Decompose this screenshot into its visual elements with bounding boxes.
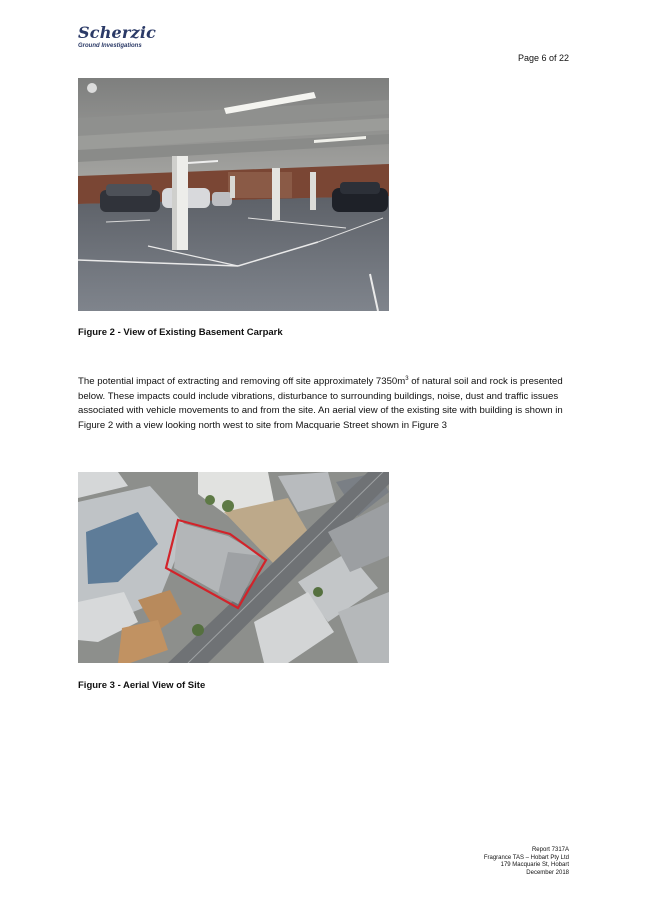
carpark-photo (78, 78, 389, 311)
logo-subtitle: Ground Investigations (78, 43, 142, 49)
page-number: Page 6 of 22 (517, 53, 569, 63)
report-footer (484, 847, 569, 877)
footer-client: Fragrance TAS – Hobart Pty Ltd (483, 854, 569, 861)
footer-address: 179 Macquarie St, Hobart (500, 862, 569, 868)
figure-2-caption: Figure 2 - View of Existing Basement Carpark (78, 327, 283, 338)
company-logo (78, 24, 156, 50)
body-paragraph (78, 372, 570, 433)
footer-report-number: Report 7317A (531, 847, 569, 853)
paragraph-superscript: 3 (405, 376, 409, 382)
logo-name: Scherzic (78, 23, 157, 42)
aerial-photo (78, 472, 389, 663)
paragraph-text-part2: of natural soil and rock is presented below. These impacts could include vibrations, disturbance to surrounding buildings, noise, dust and traffic issues associated with vehicle movements to and from the site. An aerial view of the existing site with building is shown in Figure 2 with a view looking north west to site from Macquarie Street shown in Figure 3 (78, 376, 563, 431)
paragraph-text-part1: The potential impact of extracting and removing off site approximately 7350m (78, 376, 406, 388)
figure-3-caption: Figure 3 - Aerial View of Site (78, 680, 206, 691)
footer-date: December 2018 (526, 869, 569, 876)
